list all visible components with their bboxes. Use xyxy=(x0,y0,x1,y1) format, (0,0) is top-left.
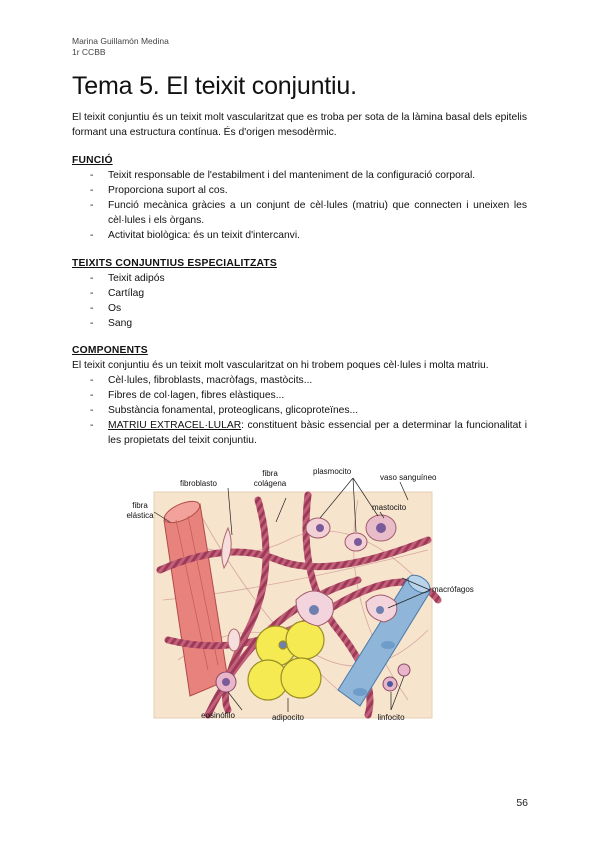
label-fibra-elastica-2: elástica xyxy=(126,511,154,520)
label-macrofagos: macrófagos xyxy=(432,585,474,594)
funcio-section xyxy=(72,153,527,243)
label-plasmocito: plasmocito xyxy=(313,467,352,476)
especialitzats-list xyxy=(72,271,527,331)
list-item: - Substància fonamental, proteoglicans, glicoproteïnes... xyxy=(72,403,527,418)
components-intro: El teixit conjuntiu és un teixit molt vascularitzat on hi trobem poques cèl·lules i molta matriu. xyxy=(72,360,489,371)
list-item: - Teixit adipós xyxy=(72,271,527,286)
list-item: - Fibres de col·lagen, fibres elàstiques... xyxy=(72,388,527,403)
especialitzats-heading: TEIXITS CONJUNTIUS ESPECIALITZATS xyxy=(72,258,277,269)
especialitzats-section xyxy=(72,256,527,331)
label-fibra-colagena-1: fibra xyxy=(262,469,278,478)
list-item: - Cèl·lules, fibroblasts, macròfags, mastòcits... xyxy=(72,373,527,388)
page-number: 56 xyxy=(516,797,528,809)
label-fibra-elastica-1: fibra xyxy=(132,501,148,510)
label-linfocito: linfocito xyxy=(377,713,405,722)
intro-paragraph: El teixit conjuntiu és un teixit molt vascularitzat que es troba per sota de la làmina basal dels epitelis formant una estructura contínua. És d'origen mesodèrmic. xyxy=(72,112,527,138)
label-eosinofilo: eosinófilo xyxy=(201,711,235,720)
label-fibra-colagena-2: colágena xyxy=(253,479,287,488)
components-section xyxy=(72,343,527,448)
connective-tissue-figure xyxy=(108,460,474,725)
label-mastocito: mastocito xyxy=(372,503,407,512)
list-item: - Os xyxy=(72,301,527,316)
document-header xyxy=(72,36,169,58)
components-list xyxy=(72,373,527,448)
list-item: - Funció mecànica gràcies a un conjunt de cèl·lules (matriu) que connecten i uneixen les cèl·lules i els òrgans. xyxy=(72,198,527,228)
list-item: - Cartílag xyxy=(72,286,527,301)
funcio-heading: FUNCIÓ xyxy=(72,155,113,166)
matrix-description: : constituent bàsic essencial per a determinar la funcionalitat i les propietats del teixit conjuntiu. xyxy=(108,420,527,446)
course-label: 1r CCBB xyxy=(72,47,106,57)
list-item: - Activitat biològica: és un teixit d'intercanvi. xyxy=(72,228,527,243)
label-fibroblasto: fibroblasto xyxy=(180,479,217,488)
author-name: Marina Guillamón Medina xyxy=(72,36,169,46)
list-item: - Teixit responsable de l'estabilment i del manteniment de la configuració corporal. xyxy=(72,168,527,183)
matrix-term: MATRIU EXTRACEL·LULAR xyxy=(108,420,242,431)
components-heading: COMPONENTS xyxy=(72,345,148,356)
list-item: - Sang xyxy=(72,316,527,331)
list-item: - Proporciona suport al cos. xyxy=(72,183,527,198)
funcio-list xyxy=(72,168,527,243)
label-adipocito: adipocito xyxy=(271,713,305,722)
list-item xyxy=(72,418,527,448)
page-title: Tema 5. El teixit conjuntiu. xyxy=(72,72,357,100)
label-vaso-sanguineo: vaso sanguíneo xyxy=(380,473,437,482)
